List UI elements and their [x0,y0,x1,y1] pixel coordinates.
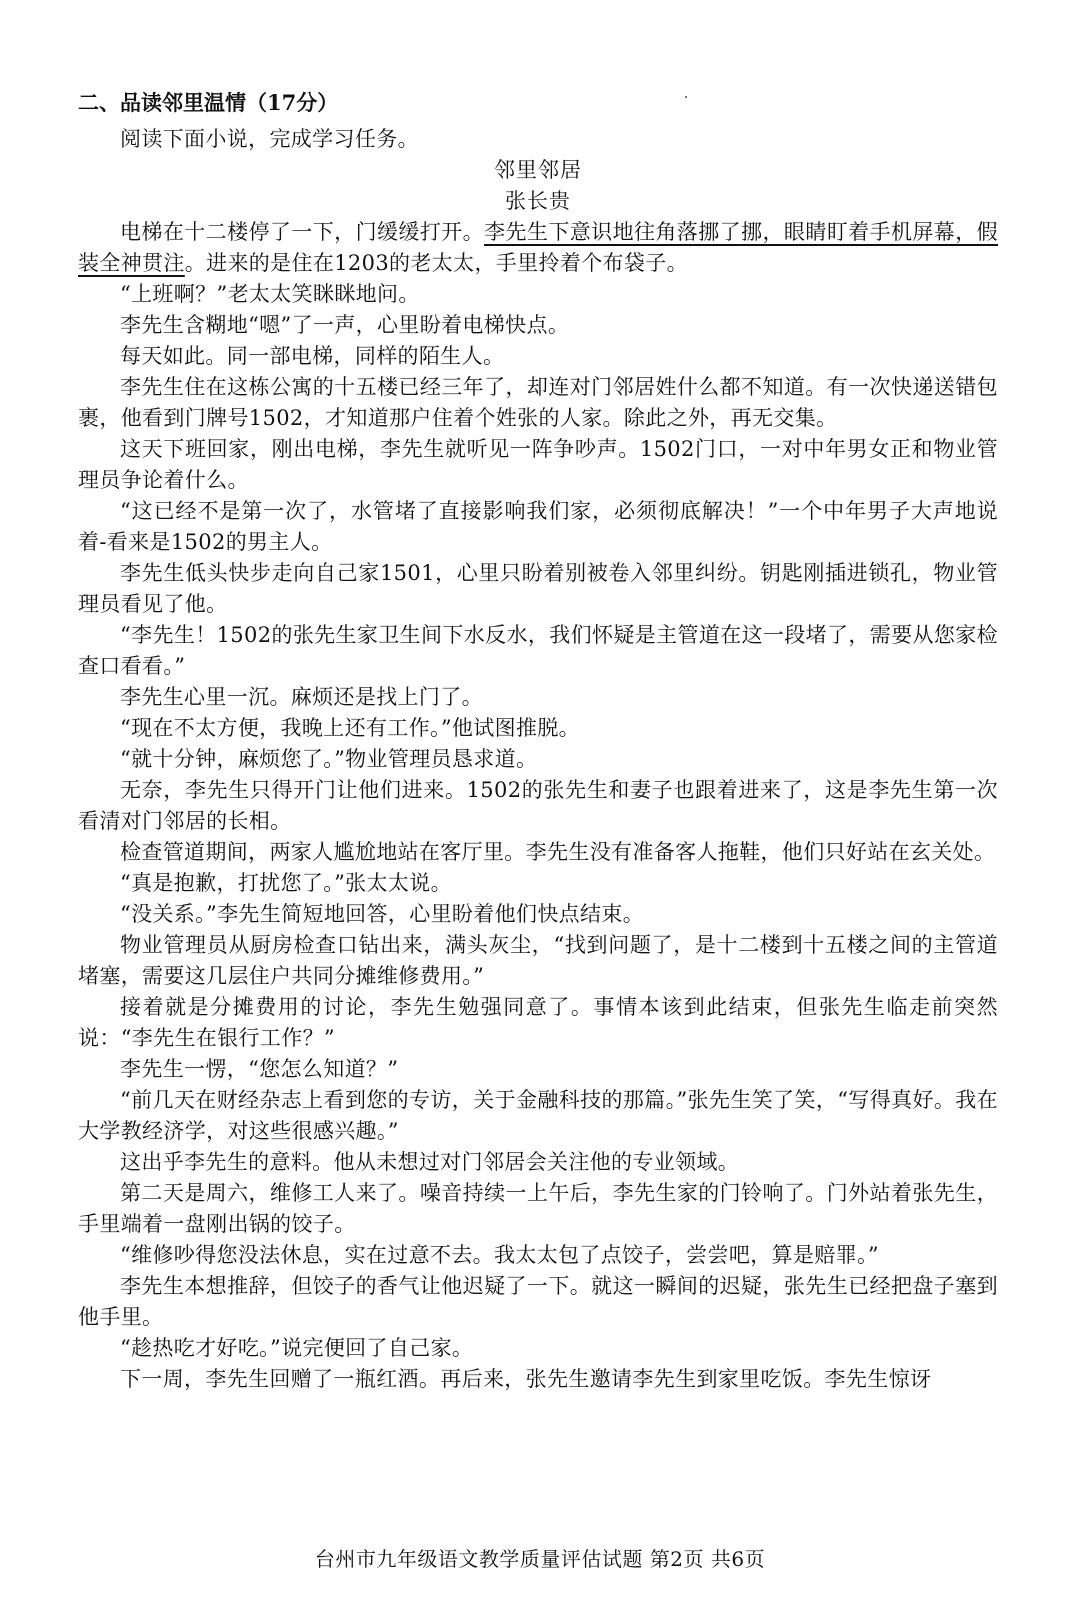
paragraph: “李先生！1502的张先生家卫生间下水反水，我们怀疑是主管道在这一段堵了，需要从您家检查口看看。” [78,623,998,678]
paragraph: 物业管理员从厨房检查口钻出来，满头灰尘，“找到问题了，是十二楼到十五楼之间的主管道堵塞，需要这几层住户共同分摊维修费用。” [78,933,998,988]
paragraph: 下一周，李先生回赠了一瓶红酒。再后来，张先生邀请李先生到家里吃饭。李先生惊讶 [120,1367,932,1391]
paragraph: “上班啊？”老太太笑眯眯地问。 [120,282,420,306]
story-author: 张长贵 [505,189,571,213]
paragraph: 第二天是周六，维修工人来了。噪音持续一上午后，李先生家的门铃响了。门外站着张先生，手里端着一盘刚出锅的饺子。 [78,1181,998,1236]
story-title: 邻里邻居 [494,158,582,182]
paragraph: 接着就是分摊费用的讨论，李先生勉强同意了。事情本该到此结束，但张先生临走前突然说：“李先生在银行工作？” [78,995,998,1050]
page-footer: 台州市九年级语文教学质量评估试题 第2页 共6页 [314,1547,766,1571]
paragraph: 李先生一愣，“您怎么知道？” [120,1057,399,1081]
paragraph: 李先生本想推辞，但饺子的香气让他迟疑了一下。就这一瞬间的迟疑，张先生已经把盘子塞到他手里。 [78,1274,998,1329]
paragraph: “维修吵得您没法休息，实在过意不去。我太太包了点饺子，尝尝吧，算是赔罪。” [120,1243,879,1267]
paragraph: 这天下班回家，刚出电梯，李先生就听见一阵争吵声。1502门口，一对中年男女正和物业管理员争论着什么。 [78,437,998,492]
paragraph: “没关系。”李先生简短地回答，心里盼着他们快点结束。 [120,902,645,926]
instruction: 阅读下面小说，完成学习任务。 [120,127,419,151]
paragraph: 每天如此。同一部电梯，同样的陌生人。 [120,344,505,368]
paragraph: 无奈，李先生只得开门让他们进来。1502的张先生和妻子也跟着进来了，这是李先生第一次看清对门邻居的长相。 [78,778,998,833]
paragraph: 李先生住在这栋公寓的十五楼已经三年了，却连对门邻居姓什么都不知道。有一次快递送错包裹，他看到门牌号1502，才知道那户住着个姓张的人家。除此之外，再无交集。 [78,375,998,430]
paragraph: 李先生含糊地“嗯”了一声，心里盼着电梯快点。 [120,313,570,337]
paragraph: “这已经不是第一次了，水管堵了直接影响我们家，必须彻底解决！”一个中年男子大声地说着-看来是1502的男主人。 [78,499,998,554]
paragraph: “就十分钟，麻烦您了。”物业管理员恳求道。 [120,747,538,771]
paragraph: “现在不太方便，我晚上还有工作。”他试图推脱。 [120,716,581,740]
paragraph: 检查管道期间，两家人尴尬地站在客厅里。李先生没有准备客人拖鞋，他们只好站在玄关处。 [120,840,996,864]
paragraph: “趁热吃才好吃。”说完便回了自己家。 [120,1336,474,1360]
reading-section [78,88,998,1395]
paragraph: 李先生心里一沉。麻烦还是找上门了。 [120,685,483,709]
paragraph: 李先生低头快步走向自己家1501，心里只盼着别被卷入邻里纠纷。钥匙刚插进锁孔，物业管理员看见了他。 [78,561,998,616]
paragraph: “真是抱歉，打扰您了。”张太太说。 [120,871,452,895]
section-title: 二、品读邻里温情（17分） [78,90,339,115]
paragraph: 这出乎李先生的意料。他从未想过对门邻居会关注他的专业领域。 [120,1150,740,1174]
paragraph: “前几天在财经杂志上看到您的专访，关于金融科技的那篇。”张先生笑了笑，“写得真好。我在大学教经济学，对这些很感兴趣。” [78,1088,998,1143]
underlined-sentence: 李先生下意识地往角落挪了挪，眼睛盯着手机屏幕，假装全神贯注 [78,220,998,275]
paragraph: 电梯在十二楼停了一下，门缓缓打开。李先生下意识地往角落挪了挪，眼睛盯着手机屏幕，假装全神贯注。进来的是住在1203的老太太，手里拎着个布袋子。 [78,220,998,275]
